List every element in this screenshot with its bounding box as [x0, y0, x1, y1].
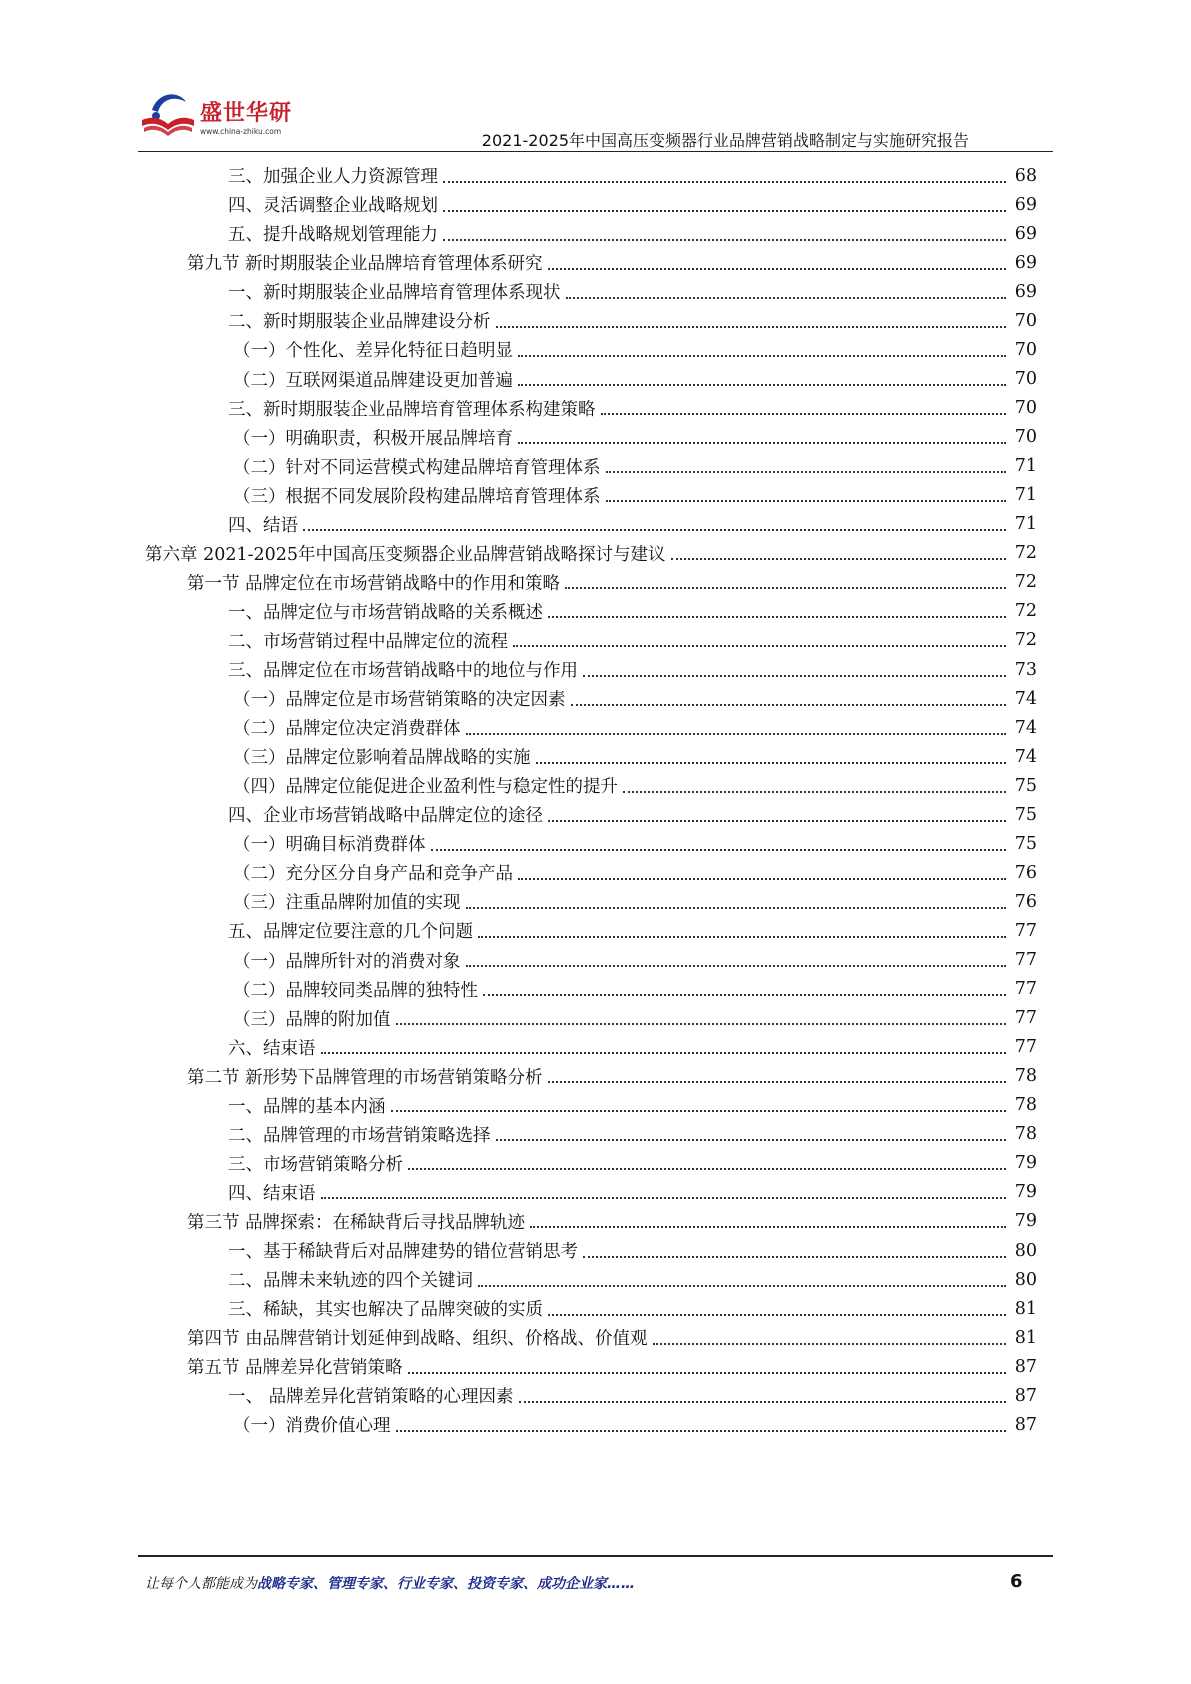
toc-entry-title: （三）根据不同发展阶段构建品牌培育管理体系	[233, 486, 601, 507]
toc-dot-leader	[518, 355, 1006, 357]
toc-entry-title: （四）品牌定位能促进企业盈利性与稳定性的提升	[233, 777, 618, 798]
toc-entry-page: 71	[1014, 514, 1037, 535]
toc-dot-leader	[653, 1343, 1006, 1345]
logo-book-icon	[138, 84, 198, 144]
toc-dot-leader	[478, 1285, 1006, 1287]
toc-entry-title: 一、新时期服装企业品牌培育管理体系现状	[228, 283, 561, 304]
toc-dot-leader	[303, 529, 1006, 531]
toc-entry-title: 四、结语	[228, 515, 298, 536]
toc-entry-title: 二、品牌未来轨迹的四个关键词	[228, 1271, 473, 1292]
toc-entry-title: （三）注重品牌附加值的实现	[233, 893, 461, 914]
toc-entry-page: 72	[1014, 630, 1037, 651]
toc-entry-title: 第二节 新形势下品牌管理的市场营销策略分析	[187, 1067, 543, 1088]
toc-entry-title: （一）个性化、差异化特征日趋明显	[233, 341, 513, 362]
toc-dot-leader	[518, 442, 1006, 444]
toc-entry-page: 74	[1014, 717, 1037, 738]
toc-entry-page: 74	[1014, 746, 1037, 767]
toc-entry-page: 77	[1014, 1008, 1037, 1029]
toc-entry-title: （一）品牌定位是市场营销策略的决定因素	[233, 690, 566, 711]
toc-dot-leader	[606, 500, 1007, 502]
toc-entry-page: 81	[1014, 1298, 1037, 1319]
footer-slogan-emphasis: 战略专家、管理专家、行业专家、投资专家、成功企业家……	[257, 1576, 635, 1592]
company-logo	[138, 84, 308, 146]
toc-entry[interactable]	[228, 1090, 1037, 1121]
toc-entry[interactable]	[228, 1032, 1037, 1063]
toc-dot-leader	[518, 878, 1006, 880]
toc-dot-leader	[606, 471, 1007, 473]
toc-dot-leader	[548, 1081, 1006, 1083]
toc-entry[interactable]	[228, 1148, 1037, 1179]
toc-entry-page: 75	[1014, 804, 1037, 825]
toc-entry[interactable]	[233, 944, 1037, 975]
toc-entry-title: 一、基于稀缺背后对品牌建势的错位营销思考	[228, 1242, 578, 1263]
toc-entry-page: 80	[1014, 1269, 1037, 1290]
toc-entry-page: 77	[1014, 979, 1037, 1000]
toc-entry[interactable]	[233, 886, 1037, 917]
toc-entry[interactable]	[233, 712, 1037, 743]
toc-entry-title: 三、稀缺，其实也解决了品牌突破的实质	[228, 1300, 543, 1321]
toc-dot-leader	[478, 936, 1006, 938]
toc-dot-leader	[396, 1430, 1007, 1432]
toc-dot-leader	[548, 820, 1006, 822]
toc-entry[interactable]	[187, 1206, 1037, 1237]
toc-entry-title: 四、灵活调整企业战略规划	[228, 196, 438, 217]
page-number: 6	[1010, 1571, 1023, 1592]
toc-entry-page: 75	[1014, 833, 1037, 854]
toc-entry-title: 第六章 2021-2025年中国高压变频器企业品牌营销战略探讨与建议	[145, 544, 666, 565]
toc-entry-title: （三）品牌的附加值	[233, 1009, 391, 1030]
toc-dot-leader	[391, 1110, 1007, 1112]
toc-entry-page: 70	[1014, 427, 1037, 448]
toc-entry-title: 一、品牌的基本内涵	[228, 1096, 386, 1117]
toc-entry[interactable]	[228, 625, 1037, 656]
toc-dot-leader	[513, 645, 1006, 647]
toc-dot-leader	[466, 907, 1007, 909]
toc-entry-title: （一）明确目标消费群体	[233, 835, 426, 856]
toc-entry[interactable]	[228, 1235, 1037, 1266]
toc-dot-leader	[321, 1197, 1007, 1199]
toc-entry-title: （二）充分区分自身产品和竞争产品	[233, 864, 513, 885]
toc-entry-page: 77	[1014, 950, 1037, 971]
toc-entry[interactable]	[228, 305, 1037, 336]
toc-dot-leader	[496, 1139, 1007, 1141]
toc-entry-title: 三、市场营销策略分析	[228, 1154, 403, 1175]
toc-entry[interactable]	[187, 1322, 1037, 1353]
footer-slogan-prefix: 让每个人都能成为	[145, 1576, 257, 1592]
toc-entry-page: 73	[1014, 659, 1037, 680]
toc-entry-title: （一）明确职责，积极开展品牌培育	[233, 428, 513, 449]
toc-entry-page: 87	[1014, 1414, 1037, 1435]
toc-entry[interactable]	[228, 160, 1037, 191]
toc-dot-leader	[548, 268, 1006, 270]
toc-entry-title: 一、 品牌差异化营销策略的心理因素	[228, 1387, 514, 1408]
toc-entry-title: 六、结束语	[228, 1038, 316, 1059]
toc-entry[interactable]	[228, 276, 1037, 307]
toc-entry-page: 79	[1014, 1182, 1037, 1203]
toc-entry-page: 70	[1014, 398, 1037, 419]
toc-entry-title: （三）品牌定位影响着品牌战略的实施	[233, 748, 531, 769]
toc-entry-page: 77	[1014, 1037, 1037, 1058]
page-header	[0, 0, 1191, 165]
toc-entry-title: 五、提升战略规划管理能力	[228, 225, 438, 246]
header-divider	[138, 151, 1053, 152]
toc-entry[interactable]	[233, 770, 1037, 801]
toc-entry-page: 72	[1014, 543, 1037, 564]
toc-entry-title: 四、结束语	[228, 1183, 316, 1204]
toc-entry-page: 75	[1014, 775, 1037, 796]
toc-entry[interactable]	[228, 509, 1037, 540]
toc-dot-leader	[519, 1401, 1006, 1403]
toc-entry[interactable]	[233, 451, 1037, 482]
toc-entry-title: 第五节 品牌差异化营销策略	[187, 1358, 403, 1379]
toc-entry[interactable]	[228, 1264, 1037, 1295]
toc-entry-title: （二）品牌定位决定消费群体	[233, 719, 461, 740]
toc-entry-title: 第三节 品牌探索：在稀缺背后寻找品牌轨迹	[187, 1212, 526, 1233]
toc-entry-page: 80	[1014, 1240, 1037, 1261]
toc-entry-page: 72	[1014, 572, 1037, 593]
toc-entry[interactable]	[228, 1119, 1037, 1150]
toc-entry-page: 69	[1014, 194, 1037, 215]
toc-entry[interactable]	[228, 189, 1037, 220]
footer-slogan	[145, 1573, 635, 1593]
toc-entry-title: （二）互联网渠道品牌建设更加普遍	[233, 370, 513, 391]
toc-entry[interactable]	[228, 799, 1037, 830]
toc-entry-page: 69	[1014, 252, 1037, 273]
toc-entry[interactable]	[187, 567, 1037, 598]
toc-dot-leader	[408, 1168, 1006, 1170]
toc-dot-leader	[321, 1052, 1007, 1054]
toc-entry[interactable]	[233, 1409, 1037, 1440]
toc-entry[interactable]	[228, 654, 1037, 685]
toc-dot-leader	[443, 239, 1006, 241]
toc-entry-page: 68	[1014, 165, 1037, 186]
toc-entry-page: 77	[1014, 920, 1037, 941]
toc-entry-page: 69	[1014, 281, 1037, 302]
toc-entry[interactable]	[228, 596, 1037, 627]
toc-entry-page: 87	[1014, 1356, 1037, 1377]
toc-dot-leader	[601, 413, 1007, 415]
toc-entry-title: 三、品牌定位在市场营销战略中的地位与作用	[228, 661, 578, 682]
toc-entry-page: 74	[1014, 688, 1037, 709]
toc-dot-leader	[548, 616, 1006, 618]
toc-dot-leader	[566, 297, 1007, 299]
toc-entry-title: 二、新时期服装企业品牌建设分析	[228, 312, 491, 333]
toc-entry[interactable]	[233, 857, 1037, 888]
toc-entry[interactable]	[233, 421, 1037, 452]
toc-entry[interactable]	[233, 363, 1037, 394]
toc-entry-page: 70	[1014, 310, 1037, 331]
toc-entry-page: 79	[1014, 1211, 1037, 1232]
toc-dot-leader	[431, 849, 1007, 851]
toc-dot-leader	[483, 994, 1006, 996]
toc-dot-leader	[583, 675, 1006, 677]
toc-entry-title: 第四节 由品牌营销计划延伸到战略、组织、价格战、价值观	[187, 1329, 648, 1350]
toc-entry[interactable]	[233, 741, 1037, 772]
toc-entry-page: 72	[1014, 601, 1037, 622]
toc-dot-leader	[536, 762, 1007, 764]
report-title: 2021-2025年中国高压变频器行业品牌营销战略制定与实施研究报告	[481, 131, 969, 150]
toc-entry-page: 78	[1014, 1095, 1037, 1116]
toc-entry-title: 三、新时期服装企业品牌培育管理体系构建策略	[228, 399, 596, 420]
toc-entry-title: 第九节 新时期服装企业品牌培育管理体系研究	[187, 254, 543, 275]
toc-entry-page: 69	[1014, 223, 1037, 244]
toc-entry[interactable]	[233, 1002, 1037, 1033]
toc-entry-title: 第一节 品牌定位在市场营销战略中的作用和策略	[187, 573, 561, 594]
toc-dot-leader	[518, 384, 1006, 386]
toc-entry[interactable]	[187, 247, 1037, 278]
toc-entry[interactable]	[228, 915, 1037, 946]
toc-entry-page: 87	[1014, 1385, 1037, 1406]
toc-entry-page: 71	[1014, 485, 1037, 506]
toc-entry[interactable]	[145, 538, 1037, 569]
toc-dot-leader	[548, 1314, 1006, 1316]
toc-entry[interactable]	[233, 828, 1037, 859]
toc-entry-page: 78	[1014, 1124, 1037, 1145]
toc-entry-title: 一、品牌定位与市场营销战略的关系概述	[228, 602, 543, 623]
toc-entry[interactable]	[228, 1380, 1037, 1411]
logo-url: www.china-zhiku.com	[200, 127, 282, 136]
toc-entry[interactable]	[187, 1351, 1037, 1382]
toc-dot-leader	[443, 181, 1006, 183]
toc-entry-title: （一）品牌所针对的消费对象	[233, 951, 461, 972]
toc-entry[interactable]	[233, 973, 1037, 1004]
toc-entry-title: （二）品牌较同类品牌的独特性	[233, 980, 478, 1001]
toc-dot-leader	[466, 733, 1007, 735]
toc-dot-leader	[565, 587, 1006, 589]
toc-dot-leader	[396, 1023, 1007, 1025]
toc-entry-title: 二、市场营销过程中品牌定位的流程	[228, 631, 508, 652]
toc-entry[interactable]	[233, 480, 1037, 511]
footer-divider	[138, 1555, 1053, 1557]
toc-entry-title: 四、企业市场营销战略中品牌定位的途径	[228, 806, 543, 827]
toc-entry-page: 81	[1014, 1327, 1037, 1348]
toc-entry-page: 71	[1014, 456, 1037, 477]
toc-entry-title: 三、加强企业人力资源管理	[228, 167, 438, 188]
toc-entry[interactable]	[228, 1177, 1037, 1208]
toc-dot-leader	[466, 965, 1007, 967]
toc-dot-leader	[571, 704, 1007, 706]
toc-entry-page: 76	[1014, 862, 1037, 883]
toc-entry[interactable]	[228, 218, 1037, 249]
toc-entry-page: 79	[1014, 1153, 1037, 1174]
toc-entry[interactable]	[228, 1293, 1037, 1324]
toc-dot-leader	[408, 1372, 1006, 1374]
toc-entry[interactable]	[233, 683, 1037, 714]
toc-entry-page: 76	[1014, 891, 1037, 912]
toc-entry-page: 70	[1014, 339, 1037, 360]
toc-dot-leader	[443, 210, 1006, 212]
toc-dot-leader	[583, 1256, 1006, 1258]
toc-entry-title: （二）针对不同运营模式构建品牌培育管理体系	[233, 457, 601, 478]
toc-dot-leader	[623, 791, 1006, 793]
toc-entry-title: 五、品牌定位要注意的几个问题	[228, 922, 473, 943]
toc-entry-title: 二、品牌管理的市场营销策略选择	[228, 1125, 491, 1146]
toc-entry-page: 78	[1014, 1066, 1037, 1087]
toc-dot-leader	[671, 558, 1006, 560]
toc-entry[interactable]	[233, 334, 1037, 365]
toc-entry[interactable]	[228, 392, 1037, 423]
toc-dot-leader	[530, 1226, 1006, 1228]
toc-dot-leader	[496, 326, 1007, 328]
toc-entry[interactable]	[187, 1061, 1037, 1092]
toc-entry-title: （一）消费价值心理	[233, 1416, 391, 1437]
logo-text: 盛世华研	[200, 101, 293, 126]
toc-entry-page: 70	[1014, 369, 1037, 390]
